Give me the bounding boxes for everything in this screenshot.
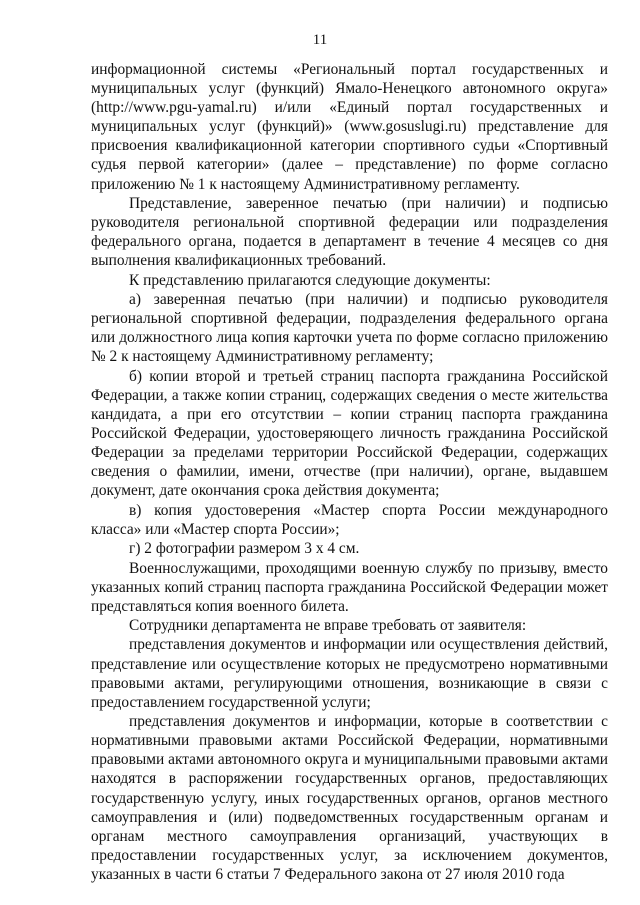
paragraph-not-required-documents: представления документов и информации, которые в соответствии с нормативными правовыми актами Российской Федерации, нормативными правовыми актами автономного округа и муниципальными правовыми актами находятся в распоряжении государственных органов, предоставляющих государственную услугу, иных государственных органов, органов местного самоуправления и (или) подведомственных государственным органам и органам местного самоуправления организаций, участвующих в предоставлении государственных услуг, за исключением документов, указанных в части 6 статьи 7 Федерального закона от 27 июля 2010 года: [91, 713, 608, 883]
page-number: 11: [312, 32, 328, 48]
paragraph-military-ticket: Военнослужащими, проходящими военную службу по призыву, вместо указанных копий страниц паспорта гражданина Российской Федерации может представляться копия военного билета.: [91, 559, 608, 615]
paragraph-attached-documents-intro: К представлению прилагаются следующие документы:: [129, 271, 491, 289]
list-item-a: а) заверенная печатью (при наличии) и подписью руководителя региональной спортивной федерации, подразделения федерального органа или должностного лица копия карточки учета по форме согласно приложению № 2 к настоящему Административному регламенту;: [91, 291, 608, 366]
list-item-b: б) копии второй и третьей страниц паспорта гражданина Российской Федерации, а также копии страниц, содержащих сведения о месте жительства кандидата, а при его отсутствии – копии страниц паспорта гражданина Российской Федерации, удостоверяющего личность гражданина Российской Федерации за пределами территории Российской Федерации, содержащих сведения о фамилии, имени, отчестве (при наличии), органе, выдавшем документ, дате окончания срока действия документа;: [91, 367, 608, 500]
paragraph-staff-not-entitled: Сотрудники департамента не вправе требовать от заявителя:: [129, 617, 527, 635]
paragraph-portal-submission: информационной системы «Региональный портал государственных и муниципальных услуг (функций) Ямало-Ненецкого автономного округа» (http://www.pgu-yamal.ru) и/или «Единый портал государственных и муниципальных услуг (функций)» (www.gosuslugi.ru) представление для присвоения квалификационной категории спортивного судьи «Спортивный судья первой категории» (далее – представление) по форме согласно приложению № 1 к настоящему Административному регламенту.: [91, 61, 608, 193]
list-item-v: в) копия удостоверения «Мастер спорта России международного класса» или «Мастер спорта России»;: [91, 501, 608, 538]
paragraph-representation-certified: Представление, заверенное печатью (при наличии) и подписью руководителя региональной спортивной федерации или подразделения федерального органа, подается в департамент в течение 4 месяцев со дня выполнения квалификационных требований.: [91, 194, 608, 270]
document-body: [91, 60, 608, 884]
list-item-g: г) 2 фотографии размером 3 х 4 см.: [129, 540, 360, 558]
paragraph-not-required-actions: представления документов и информации или осуществления действий, представление или осуществление которых не предусмотрено нормативными правовыми актами, регулирующими отношения, возникающие в связи с предоставлением государственной услуги;: [91, 636, 608, 711]
